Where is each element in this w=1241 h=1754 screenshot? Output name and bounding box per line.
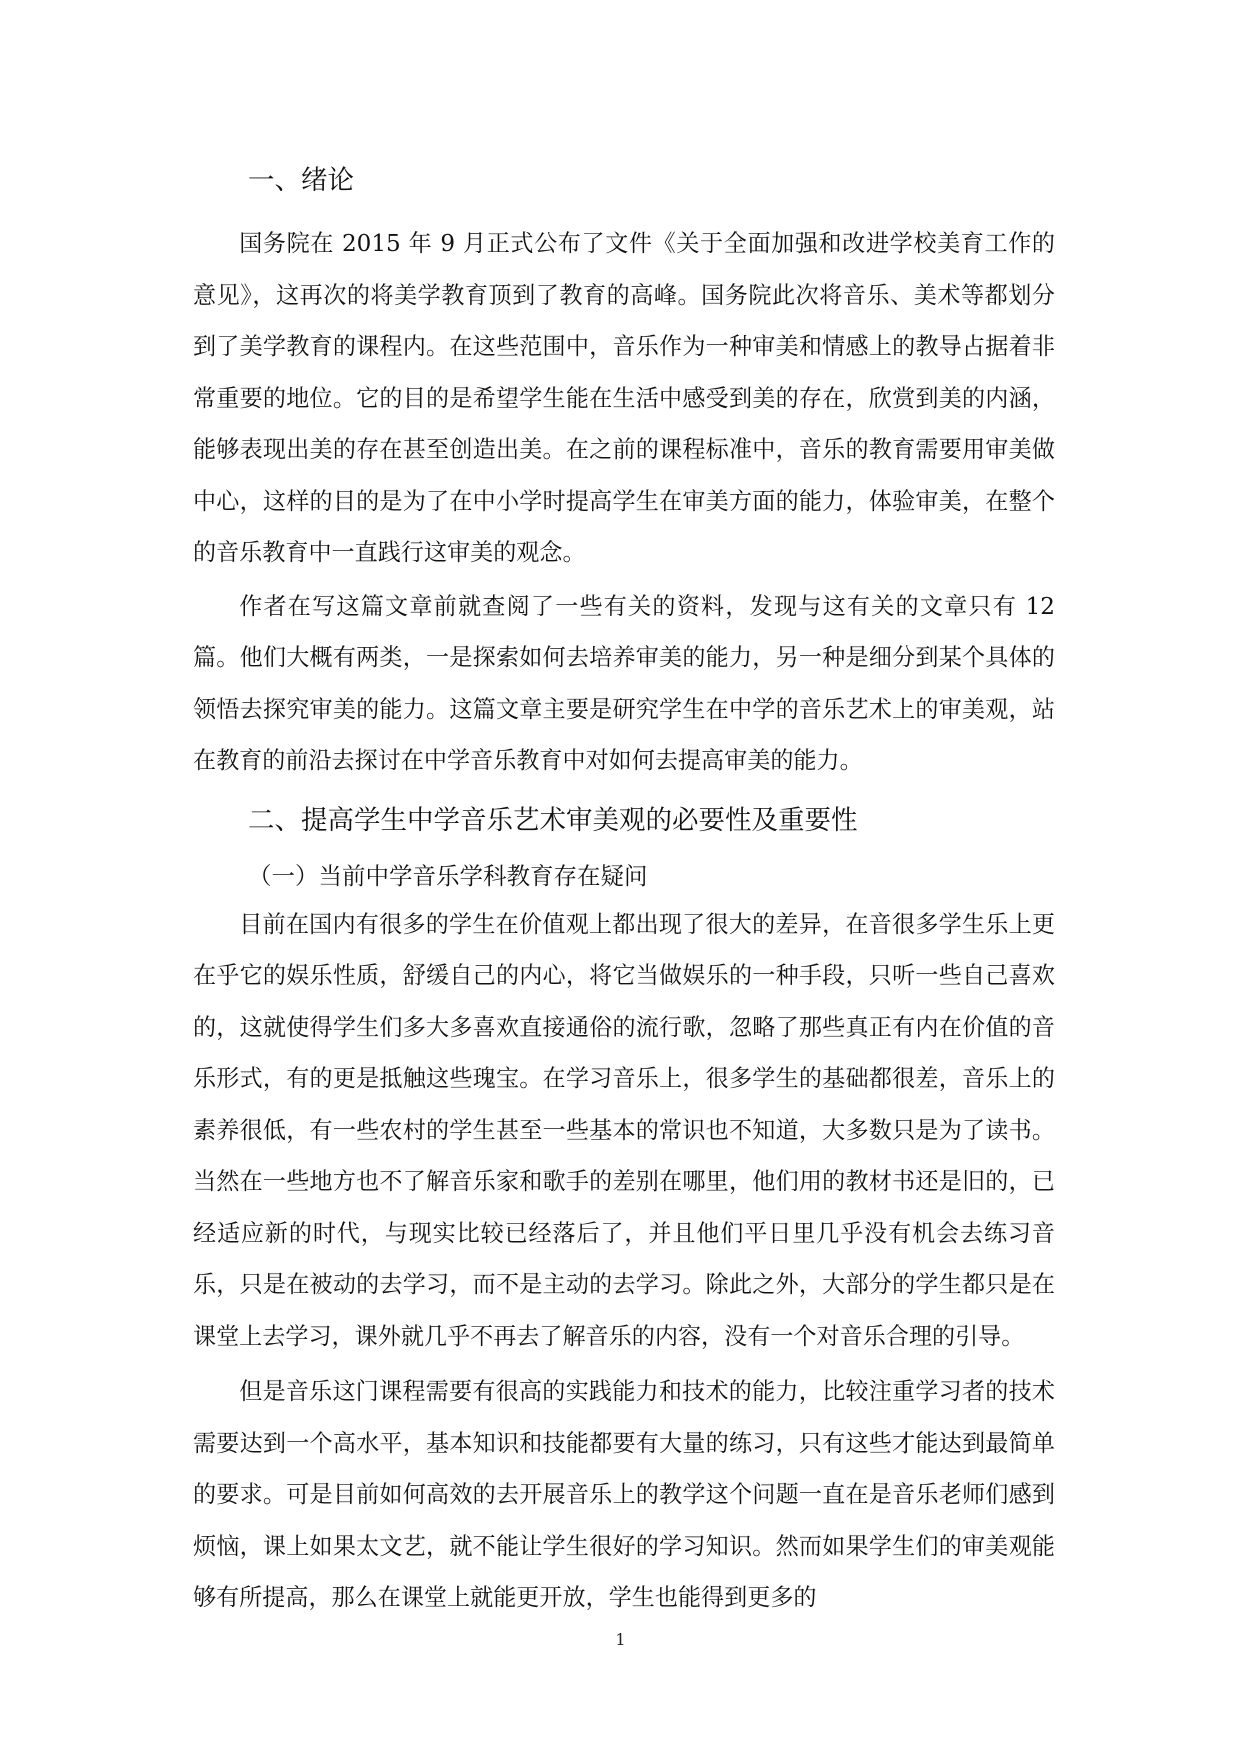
paragraph: 目前在国内有很多的学生在价值观上都出现了很大的差异，在音很多学生乐上更在乎它的娱乐性质，舒缓自己的内心，将它当做娱乐的一种手段，只听一些自己喜欢的，这就使得学生们多大多喜欢直接通俗的流行歌，忽略了那些真正有内在价值的音乐形式，有的更是抵触这些瑰宝。在学习音乐上，很多学生的基础都很差，音乐上的素养很低，有一些农村的学生甚至一些基本的常识也不知道，大多数只是为了读书。当然在一些地方也不了解音乐家和歌手的差别在哪里，他们用的教材书还是旧的，已经适应新的时代，与现实比较已经落后了，并且他们平日里几乎没有机会去练习音乐，只是在被动的去学习，而不是主动的去学习。除此之外，大部分的学生都只是在课堂上去学习，课外就几乎不再去了解音乐的内容，没有一个对音乐合理的引导。 — [193, 911, 1055, 1350]
page-number: 1 — [615, 1630, 626, 1649]
paragraph: 作者在写这篇文章前就查阅了一些有关的资料，发现与这有关的文章只有 12 篇。他们大概有两类，一是探索如何去培养审美的能力，另一种是细分到某个具体的领悟去探究审美的能力。这篇文章主要是研究学生在中学的音乐艺术上的审美观，站在教育的前沿去探讨在中学音乐教育中对如何去提高审美的能力。 — [193, 593, 1055, 774]
page-content — [193, 160, 1055, 1625]
section-heading-necessity: 二、提高学生中学音乐艺术审美观的必要性及重要性 — [248, 804, 858, 836]
subsection-heading-issues: （一）当前中学音乐学科教育存在疑问 — [248, 861, 648, 890]
section-heading-intro: 一、绪论 — [248, 165, 354, 196]
paragraph: 国务院在 2015 年 9 月正式公布了文件《关于全面加强和改进学校美育工作的意见》，这再次的将美学教育顶到了教育的高峰。国务院此次将音乐、美术等都划分到了美学教育的课程内。在这些范围中，音乐作为一种审美和情感上的教导占据着非常重要的地位。它的目的是希望学生能在生活中感受到美的存在，欣赏到美的内涵，能够表现出美的存在甚至创造出美。在之前的课程标准中，音乐的教育需要用审美做中心，这样的目的是为了在中小学时提高学生在审美方面的能力，体验审美，在整个的音乐教育中一直践行这审美的观念。 — [193, 231, 1055, 566]
paragraph: 但是音乐这门课程需要有很高的实践能力和技术的能力，比较注重学习者的技术需要达到一个高水平，基本知识和技能都要有大量的练习，只有这些才能达到最简单的要求。可是目前如何高效的去开展音乐上的教学这个问题一直在是音乐老师们感到烦恼，课上如果太文艺，就不能让学生很好的学习知识。然而如果学生们的审美观能够有所提高，那么在课堂上就能更开放，学生也能得到更多的 — [193, 1379, 1055, 1611]
